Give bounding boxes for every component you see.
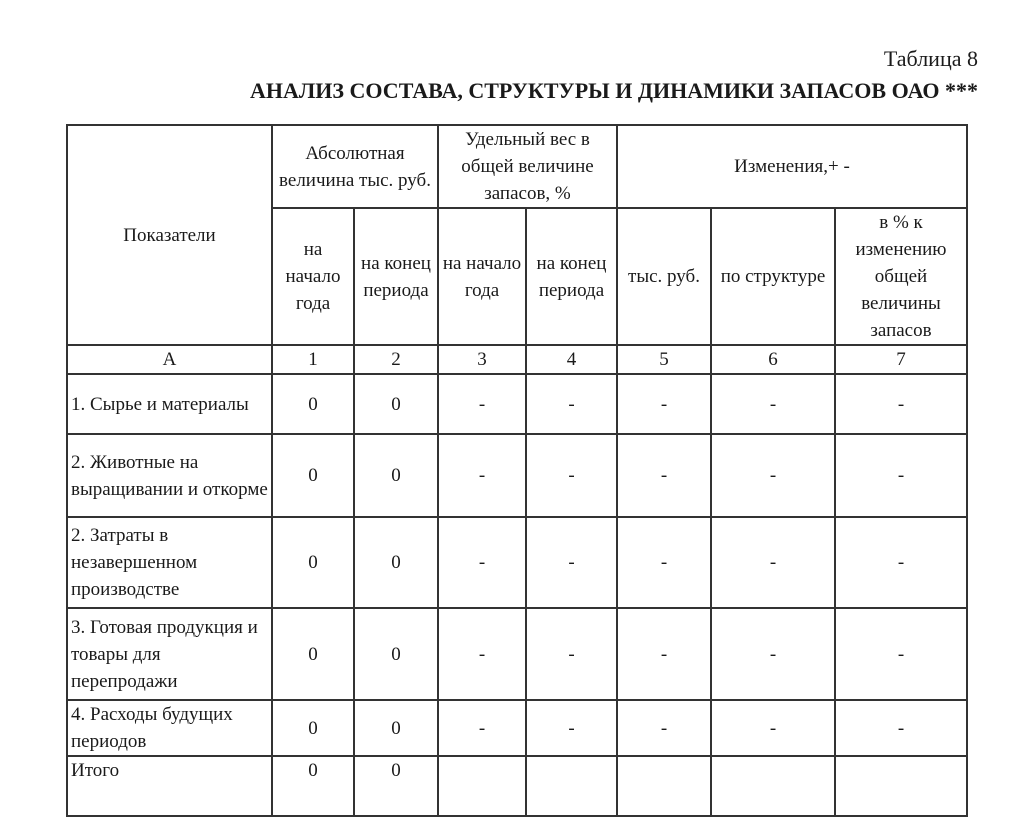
table-cell	[617, 756, 711, 816]
table-cell: -	[711, 700, 835, 756]
row-label: 2. Затраты в незавершенном производстве	[67, 517, 272, 608]
row-label: 1. Сырье и материалы	[67, 374, 272, 434]
header-changes: Изменения,+ -	[617, 125, 967, 208]
table-cell: 0	[272, 756, 354, 816]
header-abs-end: на конец периода	[354, 208, 438, 345]
table-cell: -	[617, 700, 711, 756]
table-row	[67, 517, 967, 608]
table-cell: 0	[354, 374, 438, 434]
header-absolute: Абсолютная величина тыс. руб.	[272, 125, 438, 208]
inventory-analysis-table	[66, 124, 968, 817]
table-cell: -	[438, 517, 526, 608]
column-number: 1	[272, 345, 354, 374]
table-cell: 0	[272, 517, 354, 608]
table-cell: -	[835, 517, 967, 608]
table-cell	[711, 756, 835, 816]
table-cell: -	[526, 517, 617, 608]
header-share-end: на конец периода	[526, 208, 617, 345]
table-cell: -	[835, 434, 967, 517]
table-cell: 0	[272, 374, 354, 434]
table-cell: -	[438, 434, 526, 517]
table-cell	[438, 756, 526, 816]
table-cell	[835, 756, 967, 816]
header-share: Удельный вес в общей величине запасов, %	[438, 125, 617, 208]
header-change-thousand: тыс. руб.	[617, 208, 711, 345]
table-cell: -	[711, 374, 835, 434]
table-cell: -	[526, 434, 617, 517]
table-row	[67, 608, 967, 700]
table-cell: -	[438, 700, 526, 756]
table-cell: 0	[272, 434, 354, 517]
table-cell: -	[526, 608, 617, 700]
column-number: 5	[617, 345, 711, 374]
table-cell: -	[617, 434, 711, 517]
header-indicators: Показатели	[67, 125, 272, 345]
table-cell: -	[711, 517, 835, 608]
table-cell: -	[835, 700, 967, 756]
table-row	[67, 700, 967, 756]
header-share-start: на начало года	[438, 208, 526, 345]
table-caption: Таблица 8	[883, 46, 978, 71]
row-label: 2. Животные на выращивании и откорме	[67, 434, 272, 517]
table-cell: 0	[272, 608, 354, 700]
table-cell	[526, 756, 617, 816]
table-row	[67, 756, 967, 816]
table-row	[67, 434, 967, 517]
table-cell: -	[526, 374, 617, 434]
table-cell: 0	[354, 434, 438, 517]
header-change-structure: по структуре	[711, 208, 835, 345]
table-row	[67, 374, 967, 434]
column-number: 3	[438, 345, 526, 374]
column-number: 2	[354, 345, 438, 374]
table-cell: -	[438, 608, 526, 700]
table-cell: -	[526, 700, 617, 756]
table-cell: 0	[354, 517, 438, 608]
table-cell: -	[438, 374, 526, 434]
row-label: 3. Готовая продукция и товары для перепродажи	[67, 608, 272, 700]
column-number-row	[67, 345, 967, 374]
header-abs-start: на начало года	[272, 208, 354, 345]
row-label: 4. Расходы будущих периодов	[67, 700, 272, 756]
header-change-percent: в % к изменению общей величины запасов	[835, 208, 967, 345]
column-number: А	[67, 345, 272, 374]
header-row-1	[67, 125, 967, 208]
table-cell: -	[835, 608, 967, 700]
table-cell: 0	[354, 700, 438, 756]
table-cell: 0	[354, 608, 438, 700]
table-cell: 0	[354, 756, 438, 816]
row-label: Итого	[67, 756, 272, 816]
table-cell: -	[617, 517, 711, 608]
table-cell: -	[711, 608, 835, 700]
table-cell: -	[617, 374, 711, 434]
column-number: 6	[711, 345, 835, 374]
column-number: 4	[526, 345, 617, 374]
table-cell: -	[617, 608, 711, 700]
column-number: 7	[835, 345, 967, 374]
table-cell: 0	[272, 700, 354, 756]
table-cell: -	[835, 374, 967, 434]
table-cell: -	[711, 434, 835, 517]
table-title: АНАЛИЗ СОСТАВА, СТРУКТУРЫ И ДИНАМИКИ ЗАПАСОВ ОАО ***	[250, 78, 978, 103]
